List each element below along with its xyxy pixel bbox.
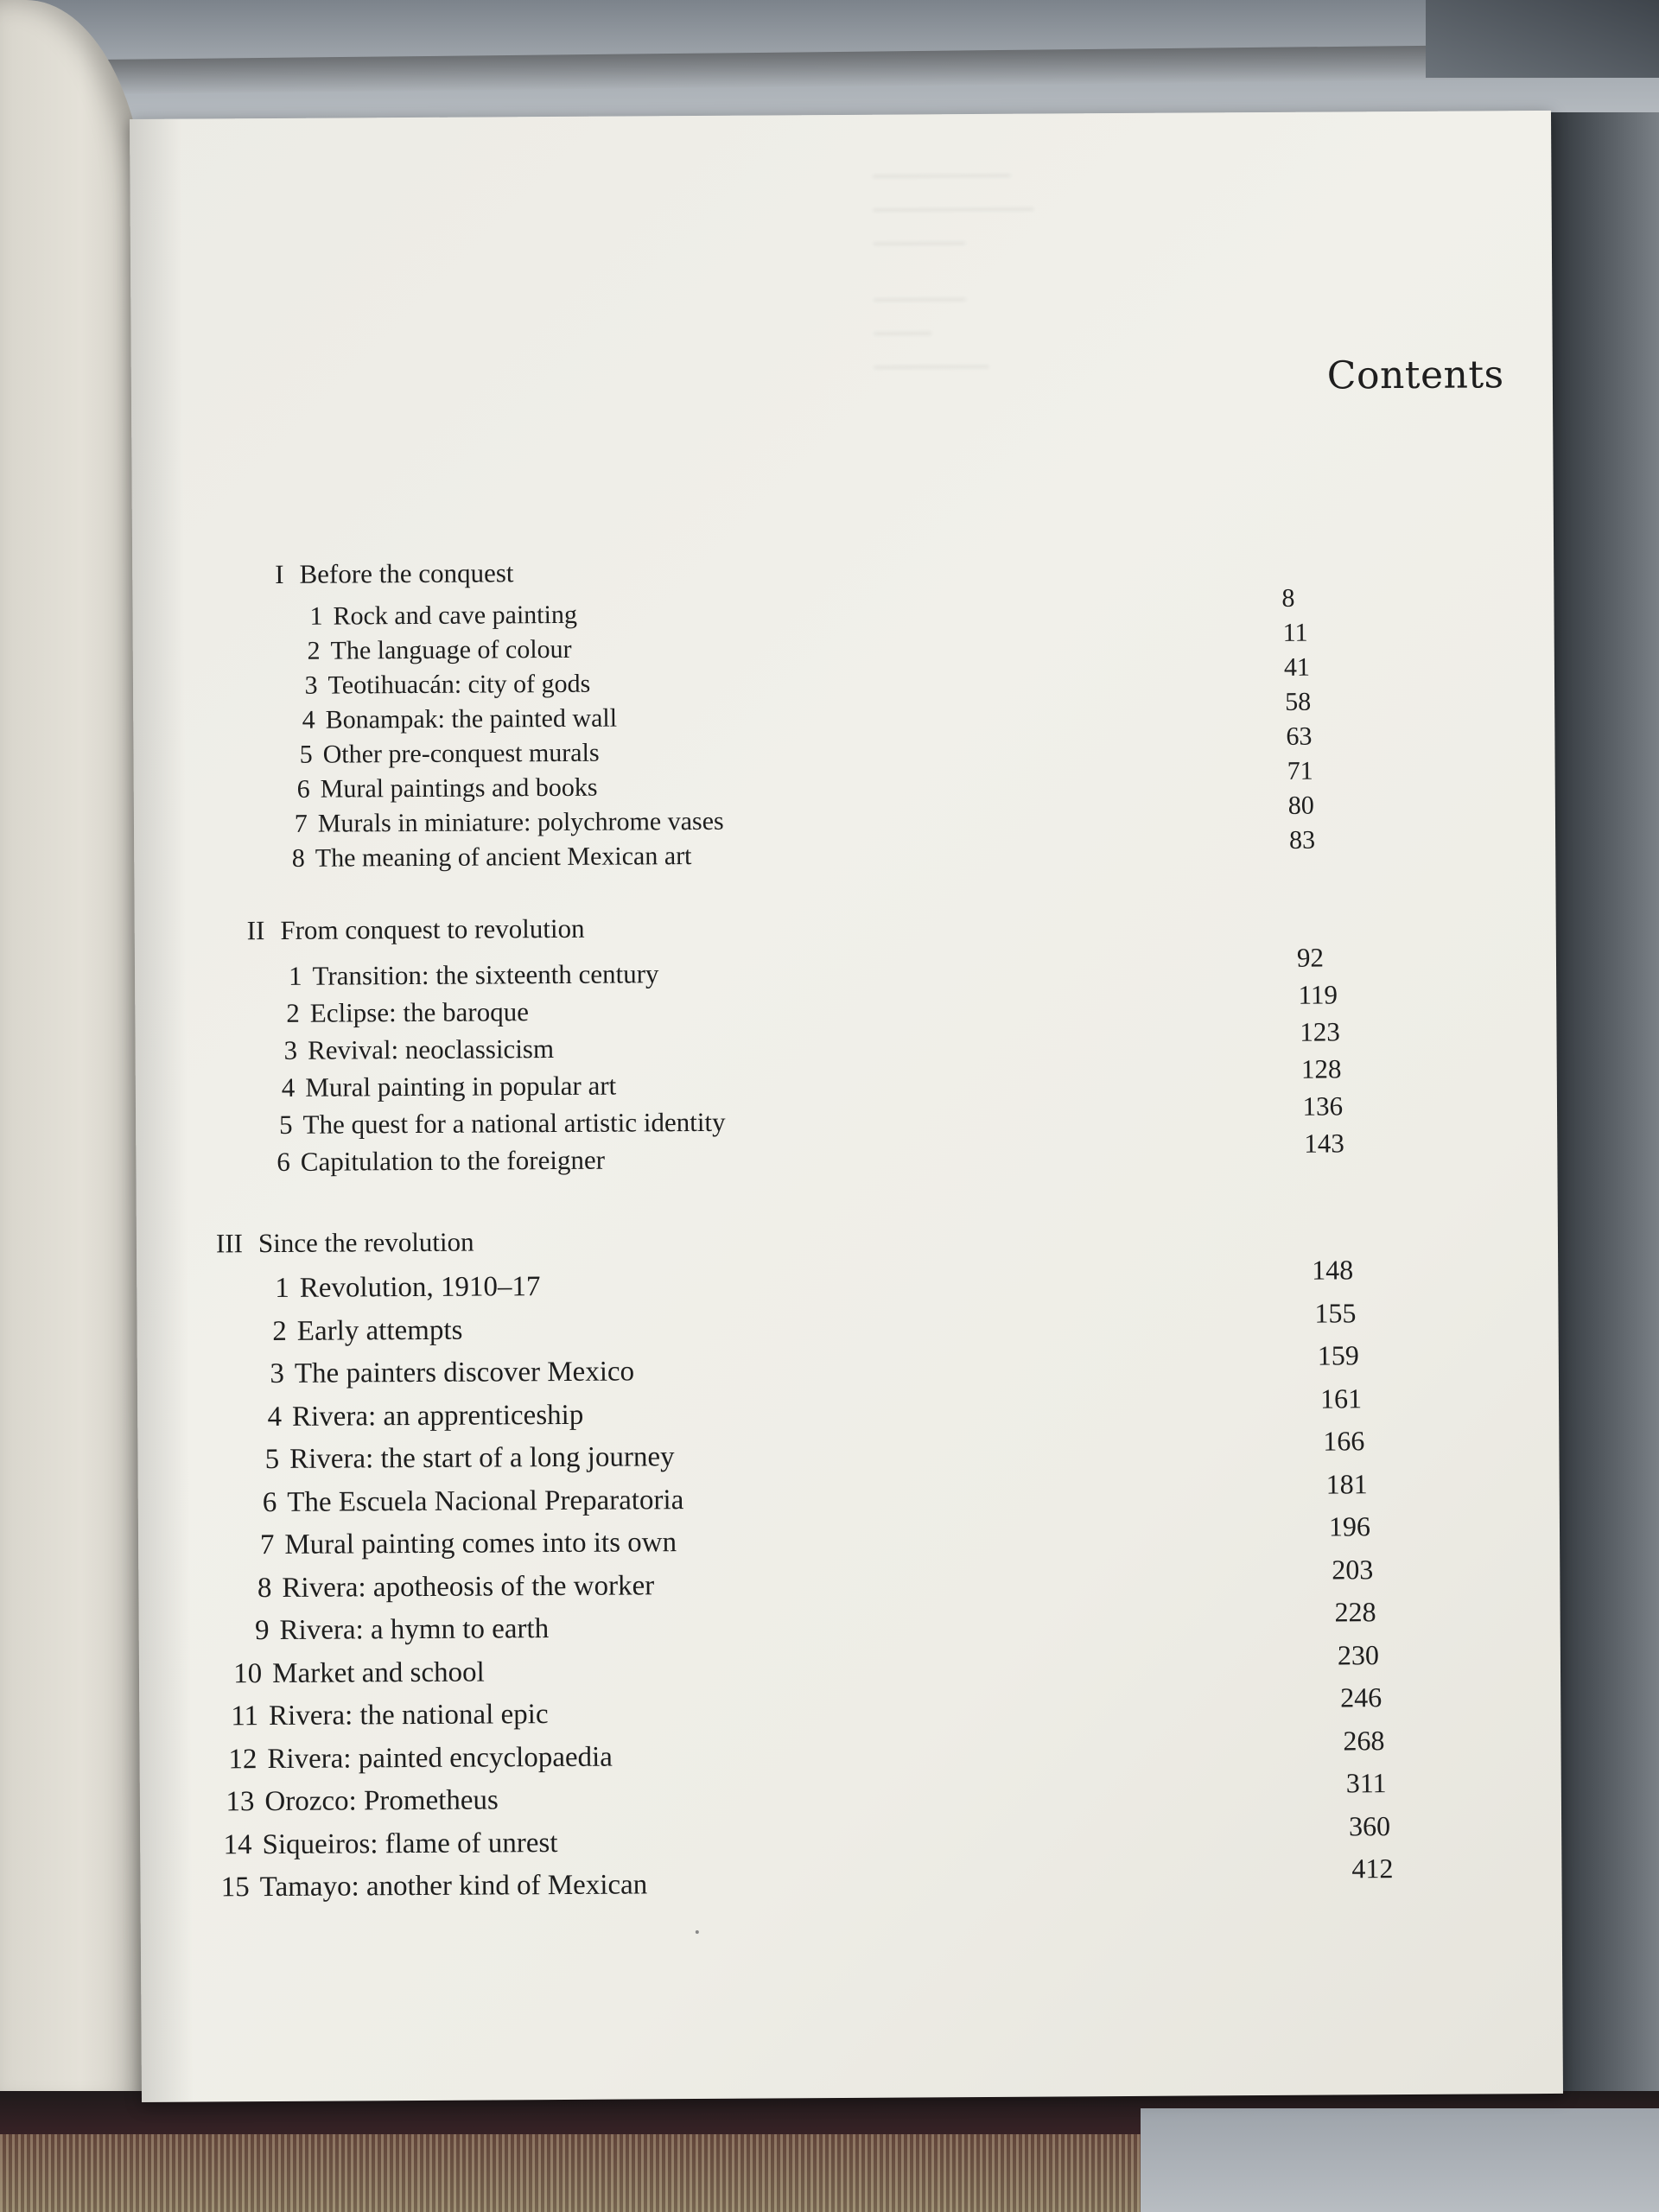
- chapter-title: Rock and cave painting: [333, 600, 578, 631]
- chapter-page-number: 412: [1351, 1853, 1394, 1885]
- toc-entry: [231, 1699, 548, 1732]
- chapter-number: 8: [291, 843, 305, 873]
- chapter-page-number: 181: [1325, 1467, 1368, 1500]
- chapter-title: Mural painting in popular art: [305, 1070, 617, 1103]
- toc-entry: [297, 773, 598, 804]
- toc-entry: [300, 739, 600, 770]
- chapter-page-number: 92: [1296, 942, 1325, 973]
- part-numeral: I: [275, 558, 284, 589]
- chapter-number: 2: [307, 636, 321, 665]
- chapter-page-number: 159: [1317, 1339, 1359, 1371]
- toc-entry: [292, 842, 692, 874]
- toc-entry: [223, 1827, 557, 1861]
- chapter-title: Market and school: [272, 1656, 485, 1689]
- part-title: Before the conquest: [299, 557, 514, 589]
- toc-entry: [276, 1145, 605, 1178]
- chapter-number: 8: [257, 1572, 272, 1604]
- toc-entry: [275, 1271, 540, 1305]
- chapter-number: 9: [254, 1615, 270, 1647]
- chapter-title: Murals in miniature: polychrome vases: [317, 806, 724, 838]
- page-gutter-shadow: [130, 119, 194, 2102]
- chapter-title: Siqueiros: flame of unrest: [262, 1827, 558, 1860]
- toc-entry: [260, 1527, 677, 1561]
- chapter-number: 4: [302, 705, 315, 734]
- chapter-number: 14: [223, 1828, 252, 1860]
- chapter-page-number: 246: [1340, 1681, 1382, 1713]
- chapter-page-number: 203: [1332, 1553, 1374, 1586]
- chapter-number: 4: [281, 1071, 296, 1103]
- part-title: From conquest to revolution: [280, 912, 585, 945]
- chapter-page-number: 128: [1300, 1053, 1342, 1084]
- page-speck: [696, 1930, 699, 1934]
- chapter-number: 1: [288, 960, 302, 991]
- chapter-title: The meaning of ancient Mexican art: [315, 842, 692, 873]
- part-numeral: III: [215, 1228, 244, 1259]
- chapter-number: 7: [259, 1529, 275, 1561]
- part-title: Since the revolution: [257, 1226, 474, 1259]
- toc-entry: [302, 704, 618, 735]
- chapter-title: Mural paintings and books: [320, 772, 598, 804]
- chapter-title: Rivera: painted encyclopaedia: [267, 1741, 613, 1775]
- chapter-number: 5: [299, 740, 313, 769]
- chapter-number: 10: [233, 1657, 263, 1689]
- toc-entry: [295, 807, 724, 839]
- chapter-page-number: 148: [1312, 1254, 1354, 1286]
- chapter-page-number: 268: [1343, 1724, 1385, 1756]
- chapter-number: 13: [226, 1786, 255, 1818]
- chapter-title: The language of colour: [330, 634, 572, 665]
- chapter-title: Tamayo: another kind of Mexican: [259, 1869, 648, 1904]
- toc-entry: [286, 996, 529, 1029]
- chapter-page-number: 63: [1286, 721, 1313, 751]
- chapter-number: 7: [294, 809, 308, 838]
- chapter-number: 6: [262, 1486, 277, 1518]
- patterned-cloth: [0, 2134, 1141, 2212]
- chapter-number: 1: [275, 1272, 289, 1304]
- chapter-title: Teotihuacán: city of gods: [327, 669, 591, 700]
- chapter-title: Rivera: the national epic: [268, 1699, 549, 1732]
- chapter-page-number: 71: [1287, 756, 1313, 785]
- bag-shadow: [1426, 0, 1659, 78]
- chapter-page-number: 58: [1285, 687, 1312, 716]
- contents-page: [130, 111, 1563, 2102]
- chapter-title: Other pre-conquest murals: [322, 738, 600, 769]
- chapter-page-number: 228: [1334, 1596, 1376, 1628]
- chapter-title: Rivera: a hymn to earth: [279, 1613, 550, 1646]
- toc-entry: [255, 1613, 549, 1647]
- chapter-number: 2: [272, 1315, 287, 1347]
- chapter-number: 5: [279, 1109, 293, 1140]
- chapter-number: 1: [309, 601, 323, 631]
- chapter-page-number: 311: [1345, 1767, 1387, 1799]
- toc-entry: [309, 601, 577, 632]
- chapter-title: Revival: neoclassicism: [307, 1033, 555, 1065]
- chapter-title: Capitulation to the foreigner: [300, 1144, 606, 1177]
- part-heading: [216, 1227, 474, 1260]
- chapter-title: Orozco: Prometheus: [264, 1784, 499, 1818]
- left-page-curve: [0, 0, 147, 2108]
- chapter-page-number: 143: [1304, 1128, 1344, 1159]
- chapter-number: 3: [270, 1357, 285, 1390]
- toc-entry: [265, 1441, 675, 1476]
- chapter-number: 3: [283, 1034, 298, 1065]
- chapter-title: Bonampak: the painted wall: [325, 703, 618, 734]
- chapter-title: Rivera: an apprenticeship: [291, 1399, 584, 1433]
- toc-entry: [226, 1784, 499, 1818]
- chapter-page-number: 8: [1281, 583, 1295, 613]
- chapter-title: Rivera: apotheosis of the worker: [282, 1569, 655, 1604]
- chapter-page-number: 119: [1298, 979, 1338, 1010]
- chapter-page-number: 136: [1302, 1090, 1344, 1122]
- chapter-number: 2: [286, 997, 300, 1028]
- chapter-page-number: 11: [1282, 618, 1308, 647]
- chapter-page-number: 360: [1348, 1809, 1391, 1841]
- chapter-title: The quest for a national artistic identity: [302, 1106, 726, 1140]
- chapter-page-number: 230: [1337, 1638, 1379, 1670]
- chapter-page-number: 161: [1319, 1382, 1363, 1414]
- toc-entry: [282, 1071, 617, 1103]
- chapter-title: Eclipse: the baroque: [309, 996, 530, 1028]
- toc-entry: [263, 1484, 684, 1519]
- chapter-number: 6: [276, 1146, 290, 1177]
- toc-entry: [304, 670, 590, 701]
- chapter-title: Transition: the sixteenth century: [312, 958, 659, 991]
- chapter-page-number: 166: [1323, 1425, 1365, 1457]
- book-right-edge: [1547, 112, 1659, 2100]
- show-through-text: ──────────── ────────────── ──────── ──────── ───── ──────────: [873, 165, 1034, 379]
- chapter-number: 12: [228, 1743, 257, 1775]
- chapter-number: 5: [264, 1443, 280, 1476]
- chapter-page-number: 80: [1287, 791, 1314, 820]
- toc-entry: [289, 958, 659, 992]
- part-numeral: II: [246, 915, 265, 946]
- toc-entry: [272, 1314, 462, 1347]
- toc-entry: [307, 635, 571, 666]
- toc-entry: [221, 1869, 648, 1904]
- toc-entry: [279, 1107, 726, 1141]
- table-surface: [1141, 2108, 1659, 2212]
- chapter-number: 11: [231, 1700, 259, 1732]
- bag-crease: [104, 44, 1573, 94]
- toc-entry: [228, 1741, 613, 1776]
- chapter-page-number: 196: [1328, 1510, 1371, 1542]
- part-heading: [275, 557, 513, 590]
- chapter-page-number: 41: [1283, 652, 1311, 682]
- chapter-title: The Escuela Nacional Preparatoria: [287, 1484, 684, 1518]
- chapter-page-number: 123: [1300, 1016, 1340, 1047]
- toc-entry: [257, 1570, 654, 1605]
- chapter-number: 15: [220, 1872, 250, 1904]
- chapter-title: Revolution, 1910–17: [299, 1271, 541, 1304]
- page-title: Contents: [1326, 353, 1504, 398]
- chapter-title: Rivera: the start of a long journey: [289, 1441, 675, 1475]
- part-heading: [247, 913, 585, 946]
- chapter-number: 6: [296, 774, 310, 804]
- chapter-title: Early attempts: [296, 1314, 463, 1347]
- toc-entry: [283, 1033, 554, 1066]
- chapter-page-number: 155: [1314, 1296, 1357, 1329]
- chapter-page-number: 83: [1289, 825, 1316, 855]
- chapter-number: 3: [304, 671, 318, 700]
- chapter-title: The painters discover Mexico: [294, 1356, 635, 1389]
- chapter-number: 4: [267, 1401, 283, 1433]
- toc-entry: [270, 1356, 634, 1390]
- toc-entry: [233, 1656, 485, 1690]
- toc-entry: [267, 1399, 583, 1433]
- chapter-title: Mural painting comes into its own: [284, 1527, 677, 1560]
- plastic-bag-background: [0, 0, 1659, 130]
